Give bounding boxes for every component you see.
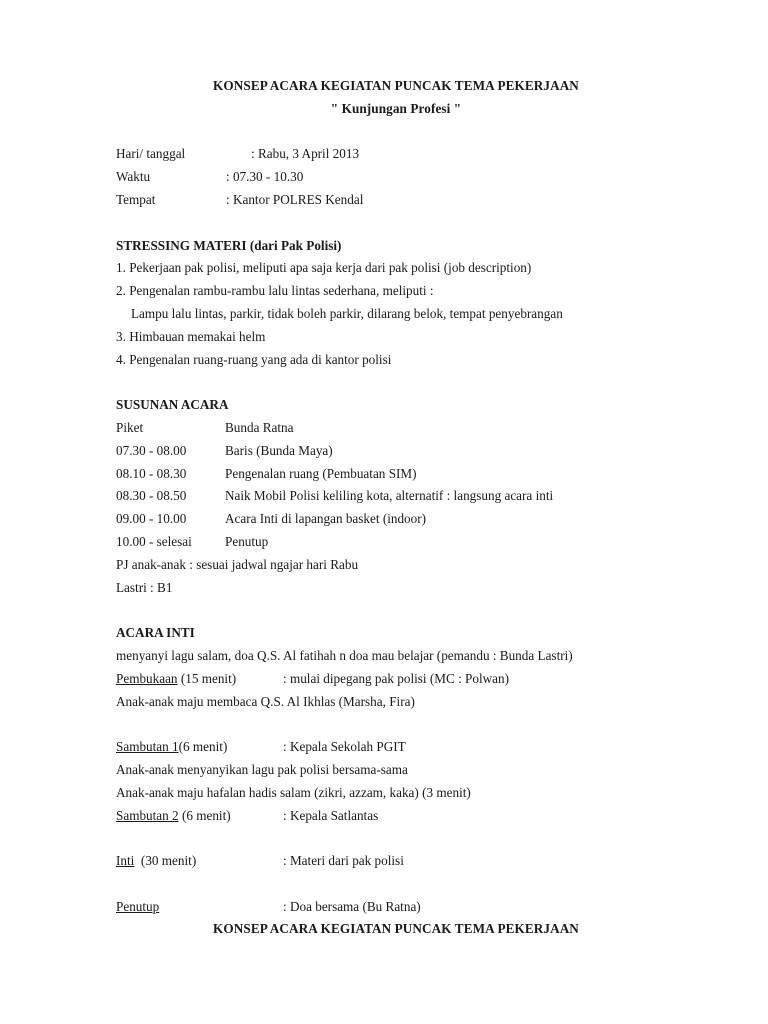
info-hari (116, 143, 676, 166)
sambutan1-label: Sambutan 1 (116, 739, 179, 755)
stressing-subitem: Lampu lalu lintas, parkir, tidak boleh parkir, dilarang belok, tempat penyebrangan (131, 305, 563, 321)
schedule-row (116, 531, 676, 554)
pembukaan-label: Pembukaan (116, 670, 178, 686)
sambutan2-value: : Kepala Satlantas (283, 807, 379, 823)
document-body (116, 75, 676, 941)
schedule-desc: Bunda Ratna (225, 419, 294, 435)
info-waktu-value: : 07.30 - 10.30 (226, 169, 304, 185)
info-tempat-label: Tempat (116, 191, 156, 207)
acara-line: Anak-anak maju membaca Q.S. Al Ikhlas (Marsha, Fira) (116, 693, 415, 709)
document-subtitle: " Kunjungan Profesi " (330, 100, 462, 116)
info-tempat (116, 189, 676, 212)
acara-line: menyanyi lagu salam, doa Q.S. Al fatihah n doa mau belajar (pemandu : Bunda Lastri) (116, 647, 573, 663)
schedule-time: Piket (116, 419, 144, 435)
lastri-line: Lastri : B1 (116, 579, 173, 595)
inti-duration: (30 menit) (134, 853, 197, 869)
schedule-time: 07.30 - 08.00 (116, 442, 187, 458)
penutup-label: Penutup (116, 898, 160, 914)
stressing-item: 4. Pengenalan ruang-ruang yang ada di kantor polisi (116, 351, 392, 367)
inti-value: : Materi dari pak polisi (283, 853, 404, 869)
schedule-row (116, 417, 676, 440)
info-tempat-value: : Kantor POLRES Kendal (226, 191, 364, 207)
sambutan1-row (116, 736, 676, 759)
inti-label: Inti (116, 853, 135, 869)
footer-title: KONSEP ACARA KEGIATAN PUNCAK TEMA PEKERJAAN (213, 921, 579, 937)
acara-line: Anak-anak maju hafalan hadis salam (zikri, azzam, kaka) (3 menit) (116, 784, 471, 800)
sambutan1-value: : Kepala Sekolah PGIT (283, 739, 406, 755)
susunan-heading: SUSUNAN ACARA (116, 397, 229, 413)
schedule-row (116, 508, 676, 531)
schedule-row (116, 485, 676, 508)
sambutan2-duration: (6 menit) (178, 807, 231, 823)
schedule-time: 08.30 - 08.50 (116, 488, 187, 504)
schedule-desc: Penutup (225, 533, 269, 549)
info-waktu-label: Waktu (116, 169, 151, 185)
schedule-time: 10.00 - selesai (116, 533, 192, 549)
sambutan2-row (116, 805, 676, 828)
schedule-desc: Acara Inti di lapangan basket (indoor) (225, 511, 427, 527)
schedule-time: 08.10 - 08.30 (116, 465, 187, 481)
penutup-row (116, 896, 676, 919)
penutup-value: : Doa bersama (Bu Ratna) (283, 898, 421, 914)
pembukaan-row (116, 668, 676, 691)
sambutan2-label: Sambutan 2 (116, 807, 179, 823)
acara-line: Anak-anak menyanyikan lagu pak polisi bersama-sama (116, 761, 408, 777)
schedule-row (116, 440, 676, 463)
document-title: KONSEP ACARA KEGIATAN PUNCAK TEMA PEKERJAAN (213, 78, 579, 93)
schedule-desc: Baris (Bunda Maya) (225, 442, 333, 458)
schedule-time: 09.00 - 10.00 (116, 511, 187, 527)
stressing-item: 2. Pengenalan rambu-rambu lalu lintas sederhana, meliputi : (116, 283, 434, 299)
info-waktu (116, 166, 676, 189)
pembukaan-duration: (15 menit) (177, 670, 237, 686)
pembukaan-value: : mulai dipegang pak polisi (MC : Polwan) (283, 670, 509, 686)
stressing-item: 3. Himbauan memakai helm (116, 328, 266, 344)
sambutan1-duration: (6 menit) (178, 739, 228, 755)
info-hari-label: Hari/ tanggal (116, 146, 186, 162)
inti-row (116, 850, 676, 873)
acara-inti-heading: ACARA INTI (116, 625, 195, 641)
stressing-item: 1. Pekerjaan pak polisi, meliputi apa saja kerja dari pak polisi (job description) (116, 260, 532, 276)
schedule-desc: Naik Mobil Polisi keliling kota, alternatif : langsung acara inti (225, 488, 554, 504)
stressing-heading: STRESSING MATERI (dari Pak Polisi) (116, 237, 342, 253)
info-hari-value: : Rabu, 3 April 2013 (251, 146, 360, 162)
schedule-row (116, 463, 676, 486)
schedule-desc: Pengenalan ruang (Pembuatan SIM) (225, 465, 417, 481)
pj-line: PJ anak-anak : sesuai jadwal ngajar hari Rabu (116, 556, 359, 572)
